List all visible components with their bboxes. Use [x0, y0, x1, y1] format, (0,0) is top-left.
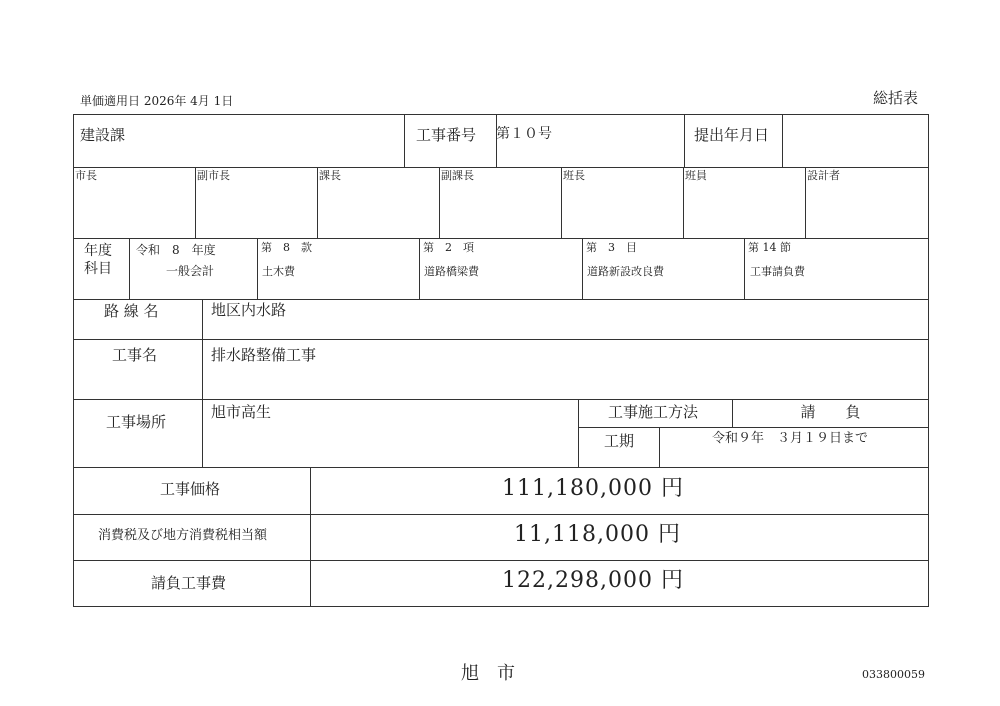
kan-name: 土木費: [262, 265, 295, 278]
moku-name: 道路新設改良費: [587, 265, 664, 278]
approval-label-designer: 設計者: [807, 169, 840, 182]
work-number-label: 工事番号: [416, 126, 477, 144]
kou-name: 道路橋梁費: [424, 265, 479, 278]
work-place-value: 旭市高生: [211, 403, 272, 421]
account-type: 一般会計: [166, 264, 215, 278]
approval-label-deputy-mayor: 副市長: [197, 169, 230, 182]
work-name-value: 排水路整備工事: [211, 346, 317, 364]
approval-label-deputy-chief: 副課長: [441, 169, 474, 182]
route-value: 地区内水路: [211, 301, 287, 319]
submit-date-label: 提出年月日: [694, 126, 770, 144]
approval-label-mayor: 市長: [75, 169, 97, 182]
route-label: 路 線 名: [104, 302, 159, 320]
work-period-value: 令和９年 ３月１９日まで: [712, 431, 869, 446]
approval-label-team-leader: 班長: [563, 169, 585, 182]
construction-price-label: 工事価格: [160, 480, 221, 498]
department-name: 建設課: [80, 126, 126, 144]
unit-price-date: 単価適用日 2026年 4月 1日: [80, 94, 234, 108]
setsu-name: 工事請負費: [750, 265, 805, 278]
budget-label-year: 年度: [84, 243, 112, 259]
kan-header: 第 8 款: [261, 241, 312, 254]
work-number-value: 第１０号: [496, 126, 552, 142]
contract-cost-value: 122,298,000 円: [502, 568, 684, 593]
work-name-label: 工事名: [112, 346, 158, 364]
approval-label-section-chief: 課長: [319, 169, 341, 182]
consumption-tax-label: 消費税及び地方消費税相当額: [98, 528, 268, 543]
construction-price-value: 111,180,000 円: [502, 476, 684, 501]
approval-label-team-member: 班員: [685, 169, 707, 182]
construction-method-value: 請 負: [800, 403, 861, 421]
city-name: 旭 市: [461, 663, 515, 684]
kou-header: 第 2 項: [423, 241, 474, 254]
contract-cost-label: 請負工事費: [151, 574, 227, 592]
doc-type-title: 総括表: [873, 89, 919, 107]
consumption-tax-value: 11,118,000 円: [514, 522, 681, 547]
moku-header: 第 3 目: [586, 241, 637, 254]
budget-label-subject: 科目: [84, 261, 112, 277]
fiscal-year: 令和 8 年度: [136, 243, 216, 257]
setsu-header: 第 14 節: [748, 241, 791, 254]
work-place-label: 工事場所: [106, 413, 167, 431]
construction-method-label: 工事施工方法: [608, 403, 699, 421]
document-code: 033800059: [862, 668, 925, 681]
work-period-label: 工期: [604, 432, 635, 450]
